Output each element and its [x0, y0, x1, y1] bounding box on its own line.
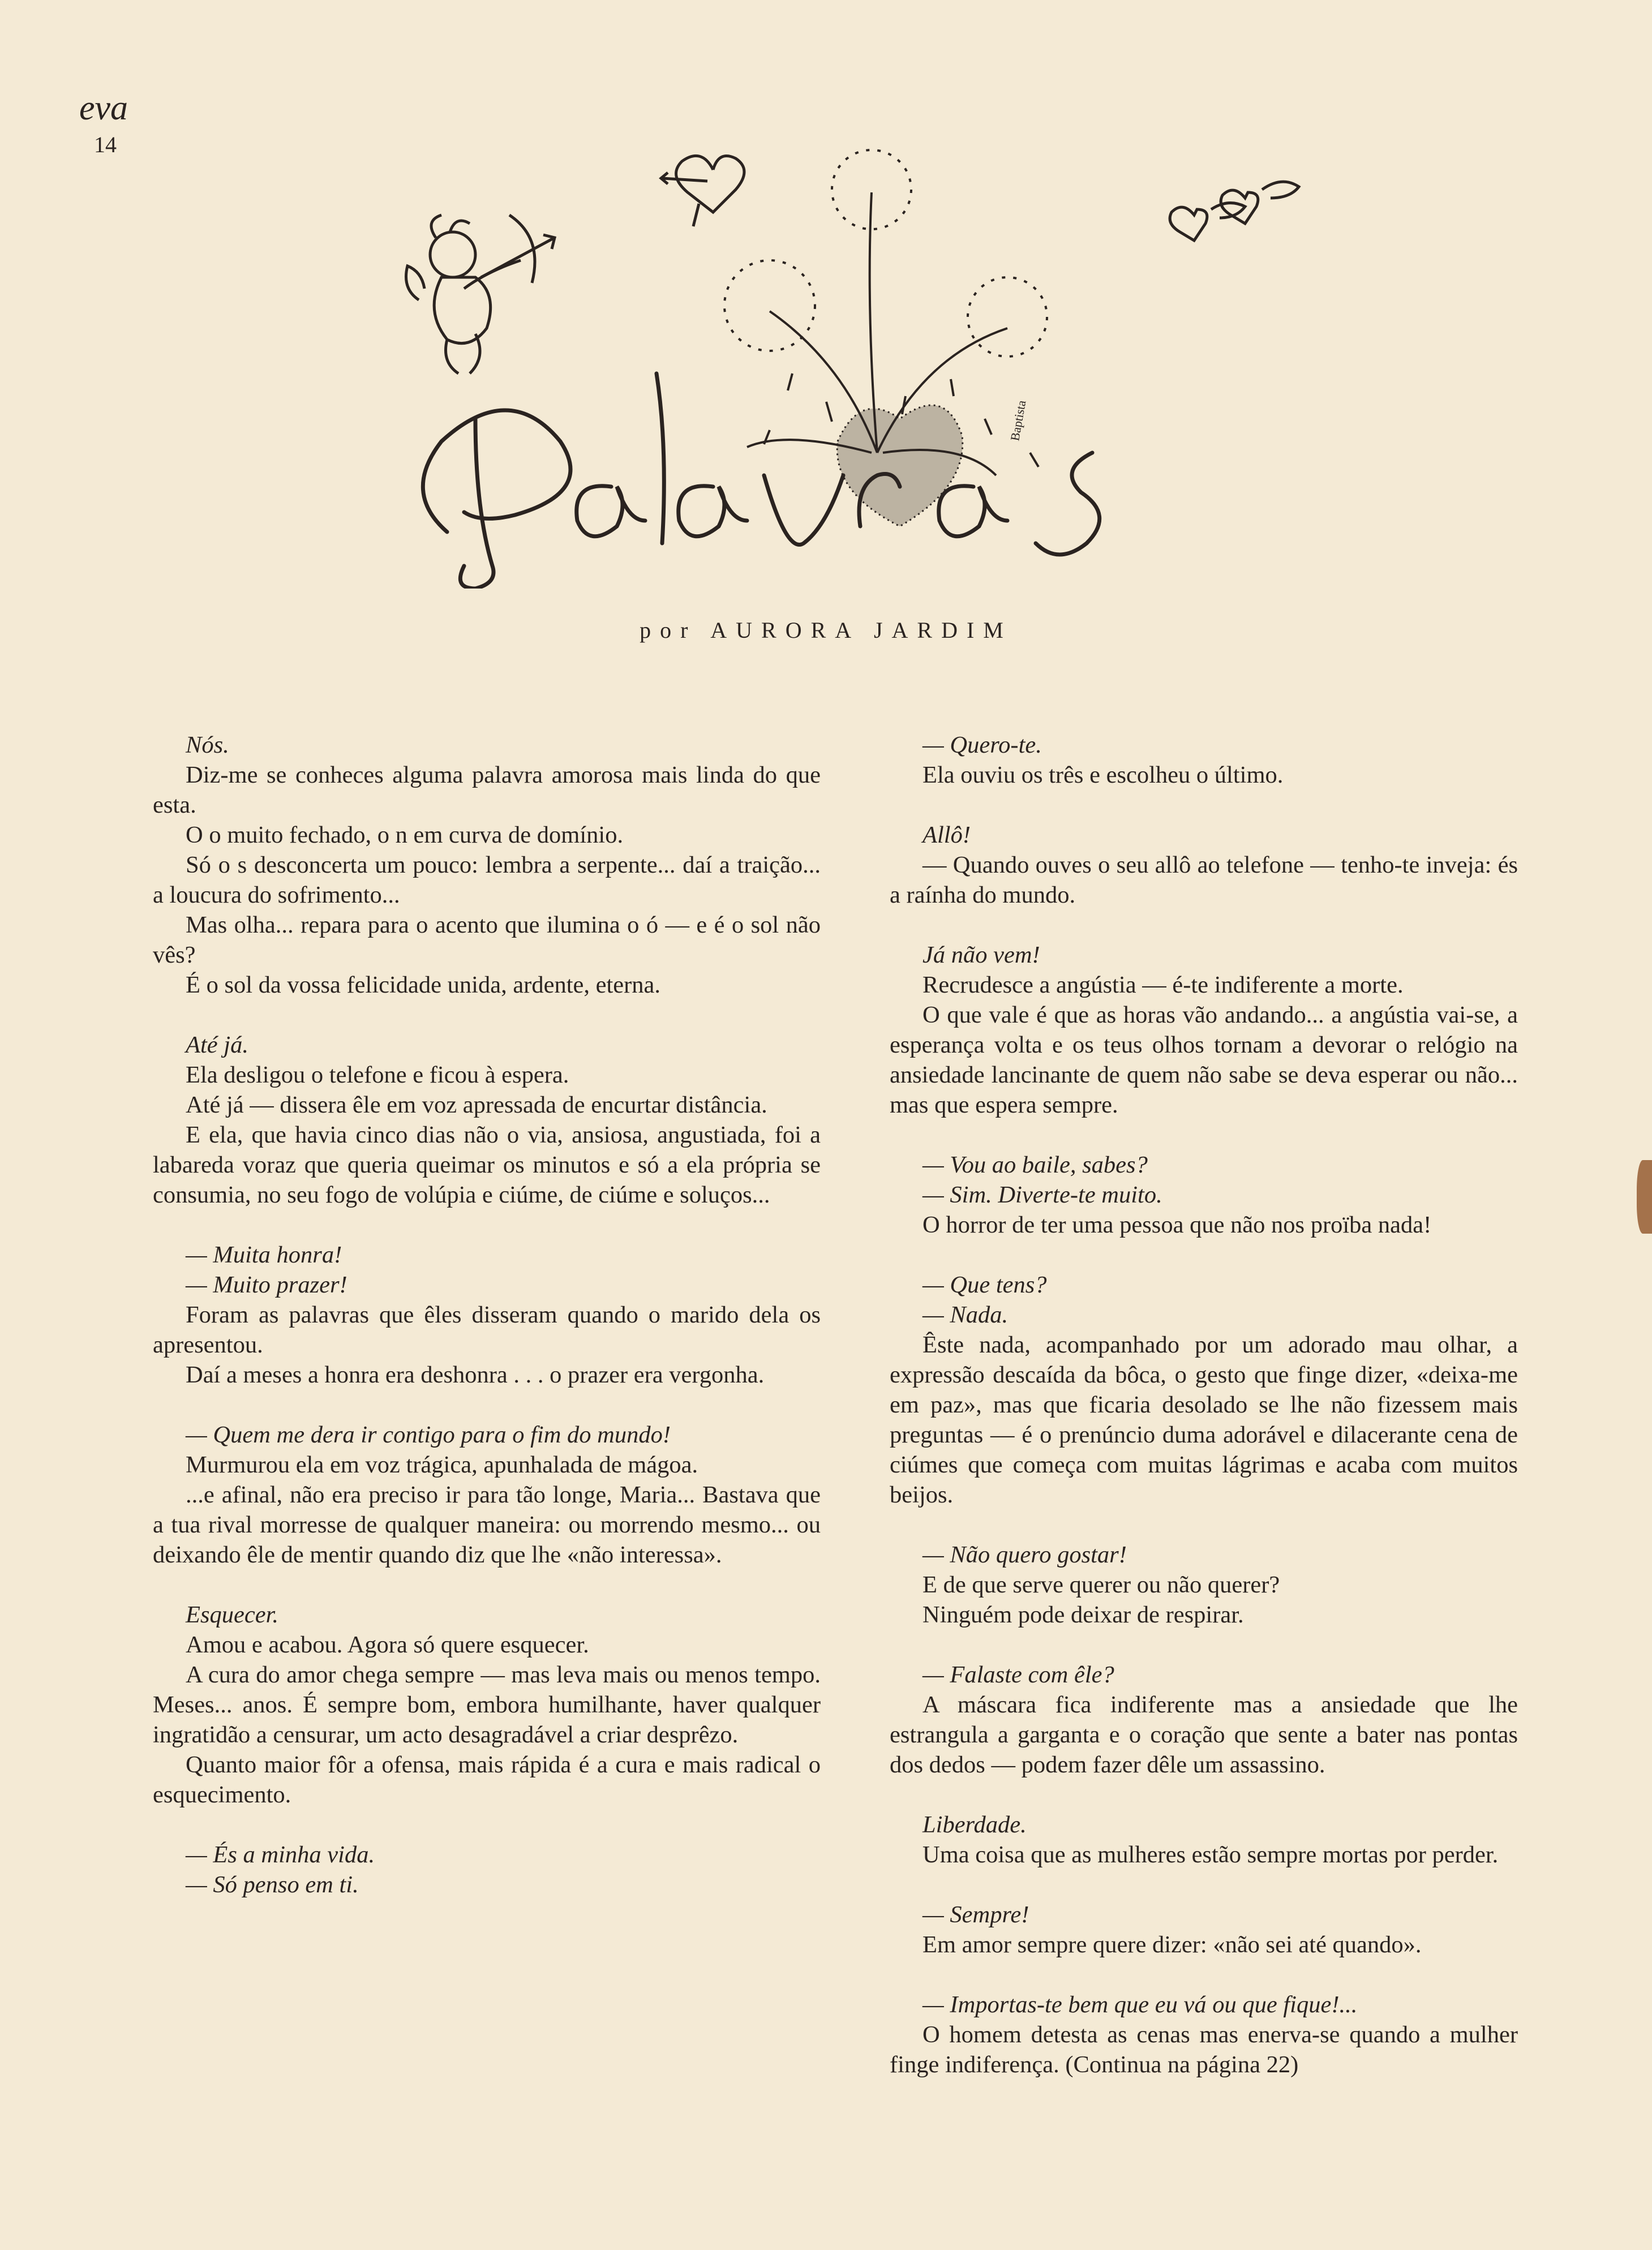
section-ja-nao-vem [890, 940, 1518, 1120]
paragraph: O o muito fechado, o n em curva de domínio. [186, 822, 624, 848]
paragraph: E de que serve querer ou não querer? [922, 1571, 1280, 1598]
paragraph: Mas olha... repara para o acento que ilumina o ó — e é o sol não vês? [153, 912, 821, 968]
section-heading: Allô! [922, 822, 971, 848]
paragraph: Recrudesce a angústia — é-te indiferente a morte. [922, 972, 1404, 998]
quote-line: — Não quero gostar! [922, 1541, 1127, 1568]
quote-line: — Importas-te bem que eu vá ou que fique!... [922, 1991, 1358, 2018]
heart-with-arrow [661, 156, 744, 226]
section-falaste [890, 1660, 1518, 1780]
heart-dotted-fill [837, 405, 963, 526]
paragraph: Êste nada, acompanhado por um adorado mau olhar, a expressão descaída da bôca, o gesto que finge dizer, «deixa-me em paz», mas que ficaria desolado se lhe não fizessem mais preguntas — é o prenúncio duma adorável e dilacerante cena de ciúmes que começa com muitas lágrimas e acaba com muitos beijos. [890, 1332, 1518, 1508]
quote-line: — Que tens? [922, 1272, 1047, 1298]
right-column [890, 730, 1518, 2110]
quote-line: — És a minha vida. [186, 1841, 375, 1868]
section-heading: Já não vem! [922, 942, 1040, 968]
section-heading: Nós. [186, 732, 229, 758]
section-nao-quero-gostar [890, 1540, 1518, 1630]
paragraph: Murmurou ela em voz trágica, apunhalada de mágoa. [186, 1452, 698, 1478]
section-sempre [890, 1900, 1518, 1960]
section-heading: Até já. [186, 1032, 248, 1058]
left-column [153, 730, 821, 1930]
quote-line: — Muito prazer! [186, 1272, 347, 1298]
section-liberdade [890, 1810, 1518, 1870]
section-nos [153, 730, 821, 1000]
section-fim-do-mundo [153, 1420, 821, 1570]
paragraph: Até já — dissera êle em voz apressada de encurtar distância. [186, 1092, 767, 1118]
section-baile [890, 1150, 1518, 1240]
paragraph: Só o s desconcerta um pouco: lembra a serpente... daí a traição... a loucura do sofrimento... [153, 852, 821, 908]
quote-line: — Sim. Diverte-te muito. [922, 1182, 1162, 1208]
palavras-lettering [423, 373, 1099, 589]
paragraph: Foram as palavras que êles disseram quando o marido dela os apresentou. [153, 1302, 821, 1358]
quote-line: — Falaste com êle? [922, 1661, 1114, 1688]
paragraph: A máscara fica indiferente mas a ansiedade que lhe estrangula a garganta e o coração que sente a bater nas pontas dos dedos — podem fazer dêle um assassino. [890, 1691, 1518, 1778]
quote-line: — Só penso em ti. [186, 1871, 359, 1898]
byline: por AURORA JARDIM [640, 617, 1012, 643]
section-esquecer [153, 1600, 821, 1810]
paragraph: ...e afinal, não era preciso ir para tão longe, Maria... Bastava que a tua rival morresse de qualquer maneira: ou morrendo mesmo... ou deixando êle de mentir quando diz que lhe «não interessa». [153, 1482, 821, 1568]
quote-line: — Vou ao baile, sabes? [922, 1152, 1148, 1178]
cupid-figure [406, 215, 555, 373]
paragraph: Amou e acabou. Agora só quere esquecer. [186, 1631, 589, 1658]
paragraph: O que vale é que as horas vão andando... a angústia vai-se, a esperança volta e os teus olhos tornam a devorar o relógio na ansiedade lancinante de quem não sabe se deva esperar ou não... mas que espera sempre. [890, 1002, 1518, 1118]
flying-hearts [1170, 182, 1299, 241]
section-que-tens [890, 1270, 1518, 1510]
page-number: 14 [94, 132, 117, 157]
paragraph: Daí a meses a honra era deshonra . . . o prazer era vergonha. [186, 1362, 765, 1388]
paragraph: — Quando ouves o seu allô ao telefone — tenho-te inveja: és a raínha do mundo. [890, 852, 1518, 908]
section-minha-vida [153, 1840, 821, 1900]
paragraph: Em amor sempre quere dizer: «não sei até quando». [922, 1931, 1422, 1958]
paragraph: O homem detesta as cenas mas enerva-se quando a mulher finge indiferença. (Continua na página 22) [890, 2021, 1518, 2078]
quote-line: — Sempre! [922, 1901, 1029, 1928]
paragraph: Diz-me se conheces alguma palavra amorosa mais linda do que esta. [153, 762, 821, 818]
magazine-name: eva [79, 89, 128, 127]
paragraph: Quanto maior fôr a ofensa, mais rápida é a cura e mais radical o esquecimento. [153, 1751, 821, 1808]
quote-line: — Quem me dera ir contigo para o fim do mundo! [186, 1422, 671, 1448]
paragraph: Ela desligou o telefone e ficou à espera. [186, 1062, 569, 1088]
paragraph: É o sol da vossa felicidade unida, ardente, eterna. [186, 972, 661, 998]
section-heading: Liberdade. [922, 1811, 1027, 1838]
artist-signature: Baptista [1007, 399, 1029, 442]
paragraph: Ninguém pode deixar de respirar. [922, 1601, 1244, 1628]
section-muita-honra [153, 1240, 821, 1390]
quote-line: — Muita honra! [186, 1242, 342, 1268]
section-allo [890, 820, 1518, 910]
section-ate-ja [153, 1030, 821, 1210]
paragraph: Uma coisa que as mulheres estão sempre mortas por perder. [922, 1841, 1499, 1868]
paragraph: Ela ouviu os três e escolheu o último. [922, 762, 1284, 788]
paper-stain [1637, 1160, 1652, 1234]
title-illustration [396, 136, 1330, 589]
paragraph: O horror de ter uma pessoa que não nos proïba nada! [922, 1212, 1432, 1238]
quote-line: — Quero-te. [922, 732, 1042, 758]
paragraph: E ela, que havia cinco dias não o via, ansiosa, angustiada, foi a labareda voraz que queria queimar os minutos e só a ela própria se consumia, no seu fogo de volúpia e ciúme, de ciúme e soluços... [153, 1122, 821, 1208]
paragraph: A cura do amor chega sempre — mas leva mais ou menos tempo. Meses... anos. É sempre bom, embora humilhante, haver qualquer ingratidão a censurar, um acto desagradável a criar desprêzo. [153, 1661, 821, 1748]
section-importas-te [890, 1990, 1518, 2080]
section-heading: Esquecer. [186, 1601, 279, 1628]
section-quero-te [890, 730, 1518, 790]
quote-line: — Nada. [922, 1302, 1009, 1328]
